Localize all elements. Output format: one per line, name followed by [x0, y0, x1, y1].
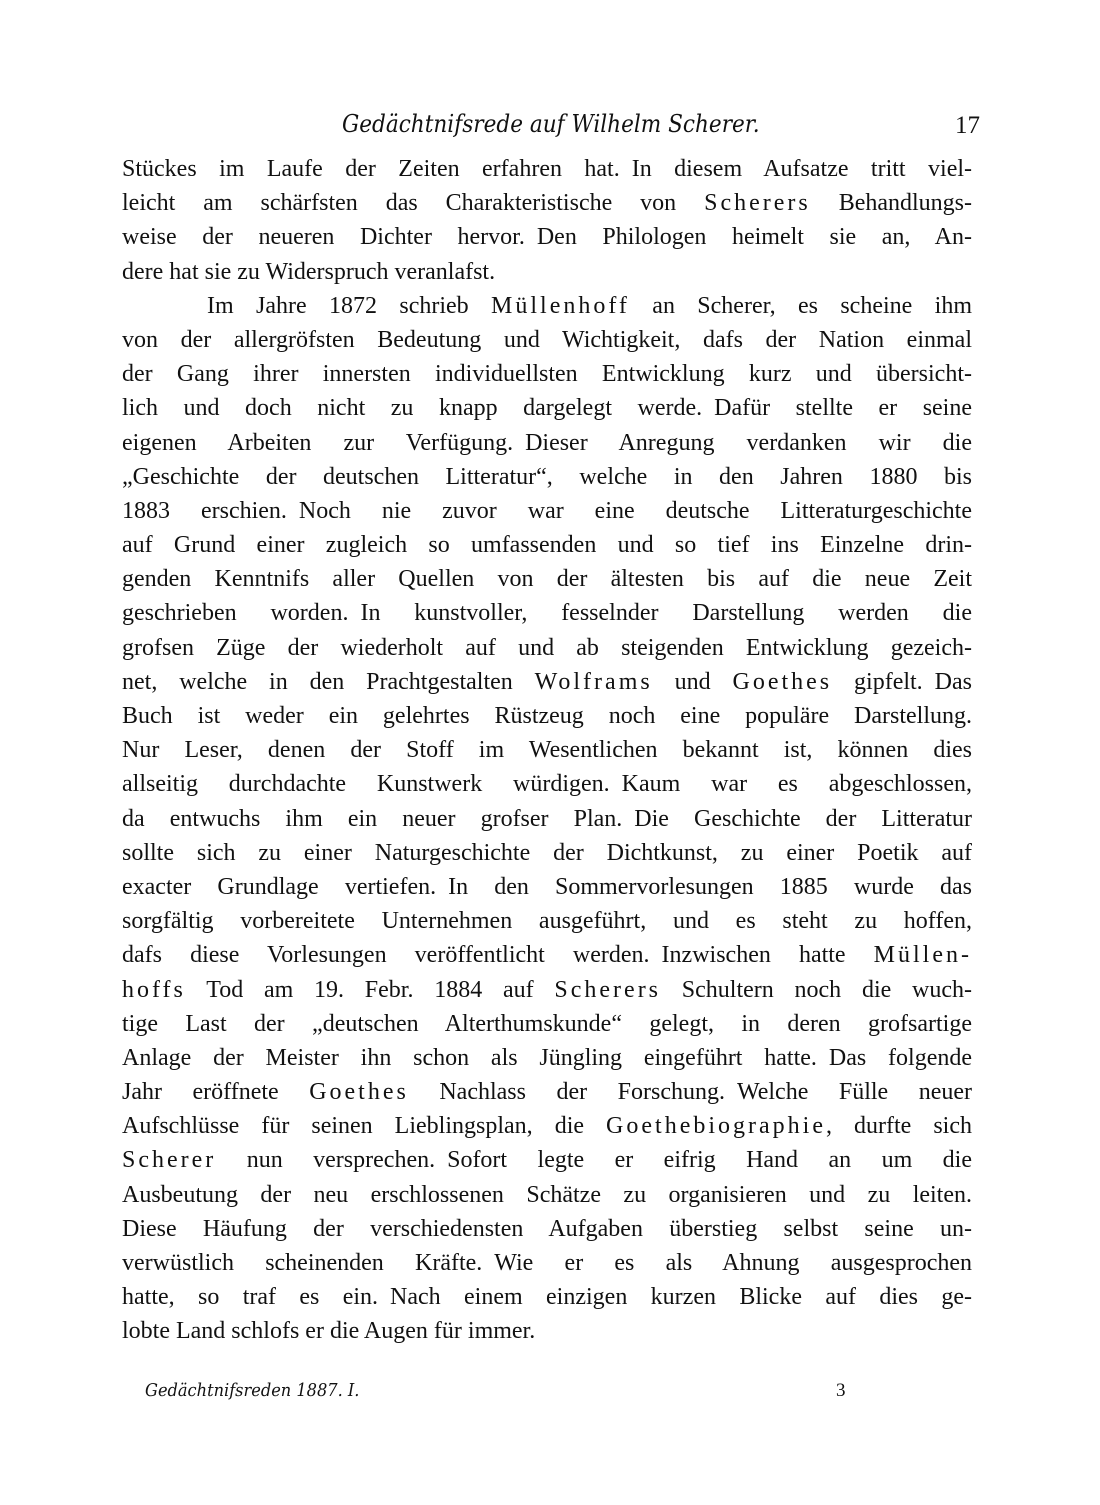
spaced-emphasis: Scherers: [704, 190, 811, 217]
text-line: Buch ist weder ein gelehrtes Rüstzeug noch eine populäre Darstellung.: [122, 703, 972, 729]
text-line: sorgfältig vorbereitete Unternehmen ausgeführt, und es steht zu hoffen,: [122, 908, 972, 935]
text-line: „Geschichte der deutschen Litteratur“, welche in den Jahren 1880 bis: [122, 463, 972, 490]
spaced-emphasis: Wolframs: [534, 668, 653, 695]
spaced-emphasis: Scherers: [554, 976, 662, 1003]
text-line: auf Grund einer zugleich so umfassenden und so tief ins Einzelne drin-: [122, 532, 972, 559]
spaced-emphasis: hoffs: [122, 976, 186, 1003]
running-title: Gedächtnifsrede auf Wilhelm Scherer.: [341, 110, 760, 138]
text-line: von der allergröfsten Bedeutung und Wichtigkeit, dafs der Nation einmal: [122, 326, 972, 353]
body-text: [122, 152, 972, 1349]
text-line: dere hat sie zu Widerspruch veranlafst.: [122, 258, 496, 285]
text-line: Im Jahre 1872 schrieb Müllenhoff an Scherer, es scheine ihm: [207, 292, 972, 319]
spaced-emphasis: Müllenhoff: [491, 292, 630, 319]
text-line: dafs diese Vorlesungen veröffentlicht werden. Inzwischen hatte Müllen-: [122, 942, 972, 969]
text-line: lich und doch nicht zu knapp dargelegt werde. Dafür stellte er seine: [122, 395, 972, 422]
text-line: 1883 erschien. Noch nie zuvor war eine deutsche Litteraturgeschichte: [122, 497, 972, 524]
text-line: genden Kenntnifs aller Quellen von der ältesten bis auf die neue Zeit: [122, 566, 972, 593]
spaced-emphasis: Müllen-: [873, 942, 972, 969]
text-line: sollte sich zu einer Naturgeschichte der Dichtkunst, zu einer Poetik auf: [122, 839, 972, 866]
spaced-emphasis: Goethes: [732, 668, 833, 695]
text-line: da entwuchs ihm ein neuer grofser Plan. Die Geschichte der Litteratur: [122, 805, 972, 832]
text-line: Scherer nun versprechen. Sofort legte er eifrig Hand an um die: [122, 1147, 972, 1174]
text-line: hoffs Tod am 19. Febr. 1884 auf Scherers Schultern noch die wuch-: [122, 976, 972, 1003]
text-line: hatte, so traf es ein. Nach einem einzigen kurzen Blicke auf dies ge-: [122, 1284, 972, 1311]
text-line: weise der neueren Dichter hervor. Den Philologen heimelt sie an, An-: [122, 224, 972, 251]
text-line: Diese Häufung der verschiedensten Aufgaben überstieg selbst seine un-: [122, 1215, 972, 1242]
text-line: Ausbeutung der neu erschlossenen Schätze zu organisieren und zu leiten.: [122, 1181, 972, 1208]
signature-mark: 3: [836, 1380, 846, 1401]
text-line: Nur Leser, denen der Stoff im Wesentlichen bekannt ist, können dies: [122, 737, 972, 764]
text-line: grofsen Züge der wiederholt auf und ab steigenden Entwicklung gezeich-: [122, 634, 972, 661]
text-line: der Gang ihrer innersten individuellsten Entwicklung kurz und übersicht-: [122, 361, 972, 388]
text-line: verwüstlich scheinenden Kräfte. Wie er es als Ahnung ausgesprochen: [122, 1250, 972, 1276]
text-line: Anlage der Meister ihn schon als Jüngling eingeführt hatte. Das folgende: [122, 1044, 972, 1071]
text-line: Jahr eröffnete Goethes Nachlass der Forschung. Welche Fülle neuer: [122, 1079, 973, 1106]
text-line: geschrieben worden. In kunstvoller, fesselnder Darstellung werden die: [122, 600, 972, 627]
spaced-emphasis: Goethebiographie: [606, 1113, 826, 1140]
text-line: Aufschlüsse für seinen Lieblingsplan, die Goethebiographie, durfte sich: [122, 1113, 972, 1140]
page-number: 17: [955, 112, 980, 139]
text-line: leicht am schärfsten das Charakteristische von Scherers Behandlungs-: [122, 190, 973, 217]
text-line: lobte Land schlofs er die Augen für immer.: [122, 1318, 536, 1345]
text-line: Stückes im Laufe der Zeiten erfahren hat. In diesem Aufsatze tritt viel-: [122, 156, 972, 182]
spaced-emphasis: Scherer: [122, 1147, 217, 1174]
text-line: net, welche in den Prachtgestalten Wolframs und Goethes gipfelt. Das: [122, 668, 972, 695]
spaced-emphasis: Goethes: [309, 1079, 409, 1106]
text-line: tige Last der „deutschen Alterthumskunde“ gelegt, in deren grofsartige: [122, 1010, 972, 1037]
footer-signature: Gedächtnifsreden 1887. I.: [145, 1380, 360, 1401]
text-line: exacter Grundlage vertiefen. In den Sommervorlesungen 1885 wurde das: [122, 873, 972, 900]
text-line: eigenen Arbeiten zur Verfügung. Dieser Anregung verdanken wir die: [122, 429, 972, 456]
text-line: allseitig durchdachte Kunstwerk würdigen. Kaum war es abgeschlossen,: [122, 771, 972, 798]
